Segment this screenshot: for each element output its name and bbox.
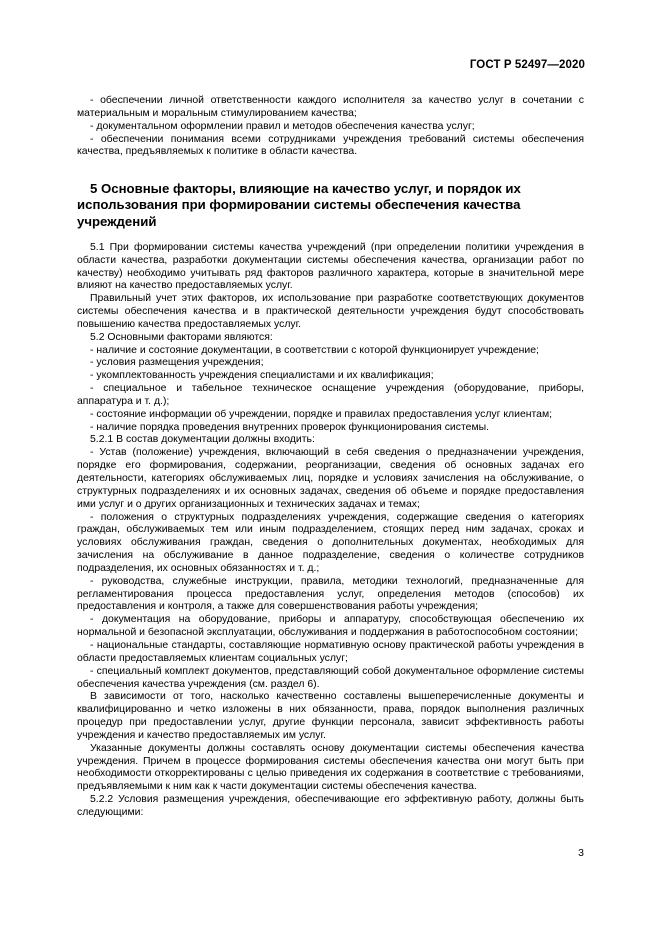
paragraph: Указанные документы должны составлять основу документации системы обеспечения качества учреждения. Причем в процессе формирования системы обеспечения качества они могут быть при необходимости откорректированы с целью приведения их содержания в соответствие с требованиями, предъявляемыми к ним как к части документации системы обеспечения качества. bbox=[77, 742, 584, 793]
list-item: - обеспечении понимания всеми сотрудниками учреждения требований системы обеспечения качества, предъявляемых к политике в области качества. bbox=[77, 133, 584, 158]
list-item: - положения о структурных подразделениях учреждения, содержащие сведения о категориях граждан, обслуживаемых тем или иным подразделением, стоящих перед ним задачах, сроках и условиях обслуживания граждан, сведения о дополнительных документах, необходимых для зачисления на обслуживание в данное подразделение, сведения о количестве сотрудников подразделения, их основных обязанностях и т. д.; bbox=[77, 511, 584, 574]
section-heading: 5 Основные факторы, влияющие на качество услуг, и порядок их использования при формировании системы обеспечения качества учреждений bbox=[77, 181, 521, 229]
list-item: - обеспечении личной ответственности каждого исполнителя за качество услуг в сочетании с материальным и моральным стимулированием качества; bbox=[77, 95, 584, 119]
list-item: - укомплектованность учреждения специалистами и их квалификация; bbox=[90, 370, 434, 382]
page-number: 3 bbox=[578, 847, 584, 859]
list-item: - наличие и состояние документации, в соответствии с которой функционирует учреждение; bbox=[90, 344, 539, 356]
list-item: - наличие порядка проведения внутренних проверок функционирования системы. bbox=[90, 421, 490, 433]
list-item: - состояние информации об учреждении, порядке и правилах предоставления услуг клиентам; bbox=[90, 408, 553, 420]
paragraph: 5.2.1 В состав документации должны входить: bbox=[90, 434, 315, 446]
paragraph: 5.1 При формировании системы качества учреждений (при определении политики учреждения в области качества, разработки документации системы обеспечения качества, организации работ по качеству) необходимо учитывать ряд факторов различного характера, которые в значительной мере влияют на качество предоставляемых услуг. bbox=[77, 241, 584, 292]
list-item: - документация на оборудование, приборы и аппаратуру, способствующая обеспечению их нормальной и безопасной эксплуатации, обслуживания и поддержания в работоспособном состоянии; bbox=[77, 614, 584, 639]
list-item: - руководства, служебные инструкции, правила, методики технологий, предназначенные для регламентирования процесса предоставления услуг, определения методов (способов) их предоставления и контроля, а также для совершенствования работы учреждения; bbox=[77, 575, 584, 613]
list-item: - документальном оформлении правил и методов обеспечения качества услуг; bbox=[90, 120, 475, 132]
list-item: - условия размещения учреждения; bbox=[90, 357, 264, 369]
list-item: - специальный комплект документов, представляющий собой документальное оформление системы обеспечения качества учреждения (см. раздел 6). bbox=[77, 665, 584, 690]
list-item: - Устав (положение) учреждения, включающий в себя сведения о предназначении учреждения, порядке его формирования, содержании, реорганизации, сведения об основных задачах его деятельности, категориях обслуживаемых лиц, порядке и условиях зачисления на обслуживание, о структурных подразделениях и их основных задачах, сведения об объеме и порядке предоставления ими услуг и о других организационных и технических задачах и темах; bbox=[77, 447, 584, 510]
paragraph: В зависимости от того, насколько качественно составлены вышеперечисленные документы и квалифицированно и четко изложены в них обязанности, права, порядок выполнения различных процедур при предоставлении услуг, другие функции персонала, зависит эффективность работы учреждения и качество предоставляемых им услуг. bbox=[77, 691, 584, 741]
list-item: - национальные стандарты, составляющие нормативную основу практической работы учреждения в области предоставляемых клиентам социальных услуг; bbox=[77, 639, 584, 664]
paragraph: 5.2.2 Условия размещения учреждения, обеспечивающие его эффективную работу, должны быть следующими: bbox=[77, 794, 584, 818]
document-code: ГОСТ Р 52497—2020 bbox=[469, 59, 585, 71]
paragraph: Правильный учет этих факторов, их использование при разработке соответствующих документов системы обеспечения качества и в практической деятельности учреждения будут способствовать повышению качества предоставляемых услуг. bbox=[77, 293, 584, 330]
paragraph: 5.2 Основными факторами являются: bbox=[90, 331, 273, 343]
list-item: - специальное и табельное техническое оснащение учреждения (оборудование, приборы, аппаратура и т. д.); bbox=[77, 383, 584, 407]
document-body bbox=[77, 95, 584, 820]
